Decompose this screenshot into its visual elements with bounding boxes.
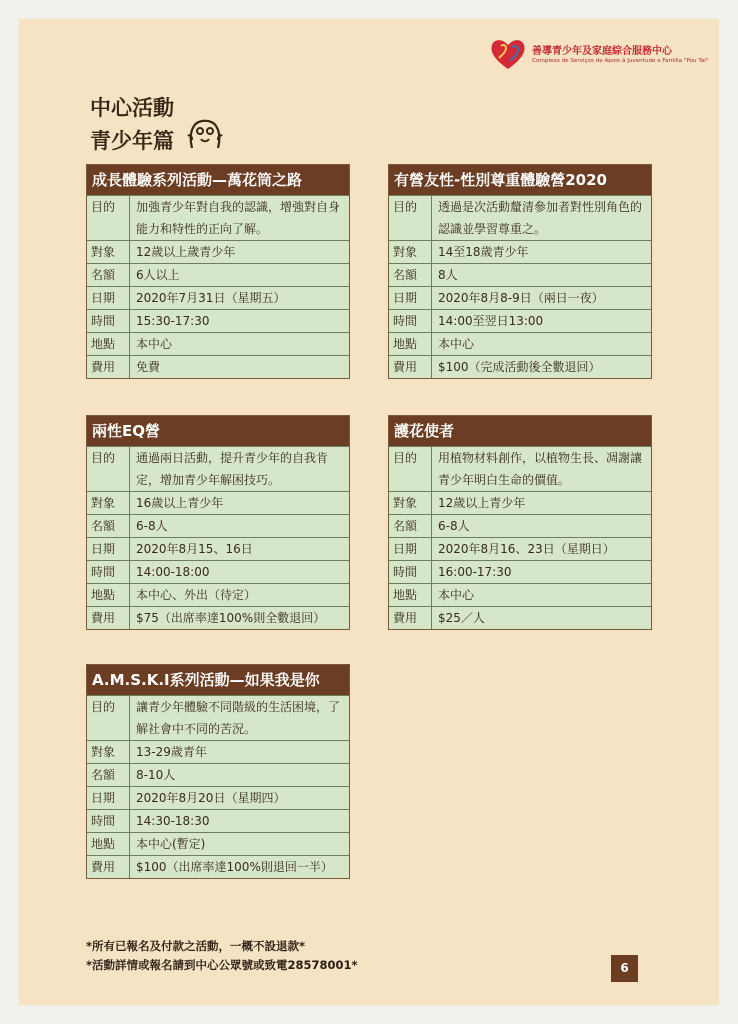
activity-title: 護花使者 (389, 416, 651, 446)
value-time: 14:00-18:00 (136, 565, 210, 579)
value-place: 本中心 (438, 337, 475, 351)
value-fee: $100（出席率達100%則退回一半） (136, 860, 333, 874)
activity-title: 有營友性-性別尊重體驗營2020 (389, 165, 651, 195)
label-fee: 費用 (87, 856, 130, 878)
value-quota: 6-8人 (136, 519, 168, 533)
label-time: 時間 (87, 810, 130, 832)
label-date: 日期 (389, 538, 432, 560)
row-quota (87, 263, 349, 286)
label-date: 日期 (87, 287, 130, 309)
label-target: 對象 (389, 492, 432, 514)
row-quota (87, 514, 349, 537)
row-quota (87, 763, 349, 786)
activity-card-2 (388, 164, 652, 379)
label-time: 時間 (87, 310, 130, 332)
row-target (87, 240, 349, 263)
value-target: 14至18歲青少年 (438, 245, 529, 259)
label-fee: 費用 (87, 356, 130, 378)
row-date (87, 786, 349, 809)
label-place: 地點 (389, 333, 432, 355)
value-fee: $100（完成活動後全數退回） (438, 360, 601, 374)
label-quota: 名額 (87, 264, 130, 286)
label-purpose: 目的 (87, 196, 130, 240)
mascot-face-icon (186, 114, 224, 150)
row-place (389, 583, 651, 606)
value-purpose: 通過兩日活動，提升青少年的自我肯定，增加青少年解困技巧。 (136, 451, 329, 487)
row-fee (389, 606, 651, 629)
row-purpose (389, 446, 651, 491)
value-time: 14:00至翌日13:00 (438, 314, 544, 328)
value-date: 2020年8月15、16日 (136, 542, 253, 556)
note-refund: *所有已報名及付款之活動，一概不設退款* (86, 939, 306, 953)
org-subtitle: Complexo de Serviços de Apoio à Juventude e Família "Pou Tai" (532, 58, 709, 64)
row-time (389, 560, 651, 583)
value-date: 2020年8月8-9日（兩日一夜） (438, 291, 604, 305)
label-place: 地點 (87, 333, 130, 355)
label-fee: 費用 (389, 607, 432, 629)
activity-title: A.M.S.K.I系列活動—如果我是你 (87, 665, 349, 695)
row-purpose (87, 446, 349, 491)
label-target: 對象 (389, 241, 432, 263)
row-target (87, 740, 349, 763)
row-purpose (389, 195, 651, 240)
value-quota: 6-8人 (438, 519, 470, 533)
row-date (389, 286, 651, 309)
row-place (87, 332, 349, 355)
value-place: 本中心、外出（待定） (136, 588, 257, 602)
value-date: 2020年8月20日（星期四） (136, 791, 286, 805)
org-logo (488, 36, 708, 76)
value-target: 13-29歲青年 (136, 745, 207, 759)
activity-title: 成長體驗系列活動—萬花筒之路 (87, 165, 349, 195)
label-purpose: 目的 (87, 447, 130, 491)
note-contact: *活動詳情或報名請到中心公眾號或致電28578001* (86, 958, 358, 972)
label-quota: 名額 (87, 515, 130, 537)
value-quota: 6人以上 (136, 268, 180, 282)
row-quota (389, 263, 651, 286)
label-time: 時間 (389, 561, 432, 583)
activity-card-1 (86, 164, 350, 379)
label-quota: 名額 (389, 515, 432, 537)
value-purpose: 加強青少年對自我的認識，增強對自身能力和特性的正向了解。 (136, 200, 341, 236)
activity-title: 兩性EQ營 (87, 416, 349, 446)
row-target (389, 491, 651, 514)
row-time (87, 309, 349, 332)
label-place: 地點 (87, 833, 130, 855)
label-purpose: 目的 (389, 447, 432, 491)
value-purpose: 用植物材料創作，以植物生長、凋謝讓青少年明白生命的價值。 (438, 451, 643, 487)
value-quota: 8-10人 (136, 768, 176, 782)
row-date (389, 537, 651, 560)
label-date: 日期 (87, 538, 130, 560)
label-quota: 名額 (389, 264, 432, 286)
label-target: 對象 (87, 741, 130, 763)
section-subtitle: 青少年篇 (90, 129, 174, 153)
org-name: 善導青少年及家庭綜合服務中心 (532, 46, 672, 57)
row-place (87, 832, 349, 855)
value-purpose: 透過是次活動釐清參加者對性別角色的認識並學習尊重之。 (438, 200, 643, 236)
value-quota: 8人 (438, 268, 458, 282)
heart-logo-icon (488, 36, 528, 72)
value-purpose: 讓青少年體驗不同階級的生活困境，了解社會中不同的苦況。 (136, 700, 341, 736)
row-target (389, 240, 651, 263)
row-date (87, 537, 349, 560)
label-date: 日期 (87, 787, 130, 809)
row-time (87, 809, 349, 832)
row-date (87, 286, 349, 309)
label-time: 時間 (389, 310, 432, 332)
value-target: 12歲以上青少年 (438, 496, 526, 510)
row-time (389, 309, 651, 332)
label-time: 時間 (87, 561, 130, 583)
row-quota (389, 514, 651, 537)
row-target (87, 491, 349, 514)
label-target: 對象 (87, 492, 130, 514)
label-fee: 費用 (87, 607, 130, 629)
value-fee: 免費 (136, 360, 161, 374)
value-place: 本中心 (136, 337, 173, 351)
row-fee (87, 606, 349, 629)
row-fee (87, 355, 349, 378)
row-purpose (87, 695, 349, 740)
row-place (389, 332, 651, 355)
activity-card-3 (86, 415, 350, 630)
label-purpose: 目的 (87, 696, 130, 740)
value-time: 15:30-17:30 (136, 314, 210, 328)
section-title: 中心活動 (90, 96, 174, 120)
value-date: 2020年7月31日（星期五） (136, 291, 286, 305)
label-quota: 名額 (87, 764, 130, 786)
value-target: 16歲以上青少年 (136, 496, 224, 510)
activity-card-5 (86, 664, 350, 879)
row-fee (87, 855, 349, 878)
activity-card-4 (388, 415, 652, 630)
value-time: 14:30-18:30 (136, 814, 210, 828)
row-purpose (87, 195, 349, 240)
row-time (87, 560, 349, 583)
value-time: 16:00-17:30 (438, 565, 512, 579)
value-date: 2020年8月16、23日（星期日） (438, 542, 615, 556)
value-place: 本中心 (438, 588, 475, 602)
row-fee (389, 355, 651, 378)
value-fee: $75（出席率達100%則全數退回） (136, 611, 326, 625)
label-place: 地點 (389, 584, 432, 606)
row-place (87, 583, 349, 606)
label-target: 對象 (87, 241, 130, 263)
label-fee: 費用 (389, 356, 432, 378)
value-fee: $25／人 (438, 611, 485, 625)
value-place: 本中心(暫定) (136, 837, 206, 851)
label-purpose: 目的 (389, 196, 432, 240)
value-target: 12歲以上歲青少年 (136, 245, 236, 259)
label-place: 地點 (87, 584, 130, 606)
page-number: 6 (611, 955, 638, 982)
label-date: 日期 (389, 287, 432, 309)
